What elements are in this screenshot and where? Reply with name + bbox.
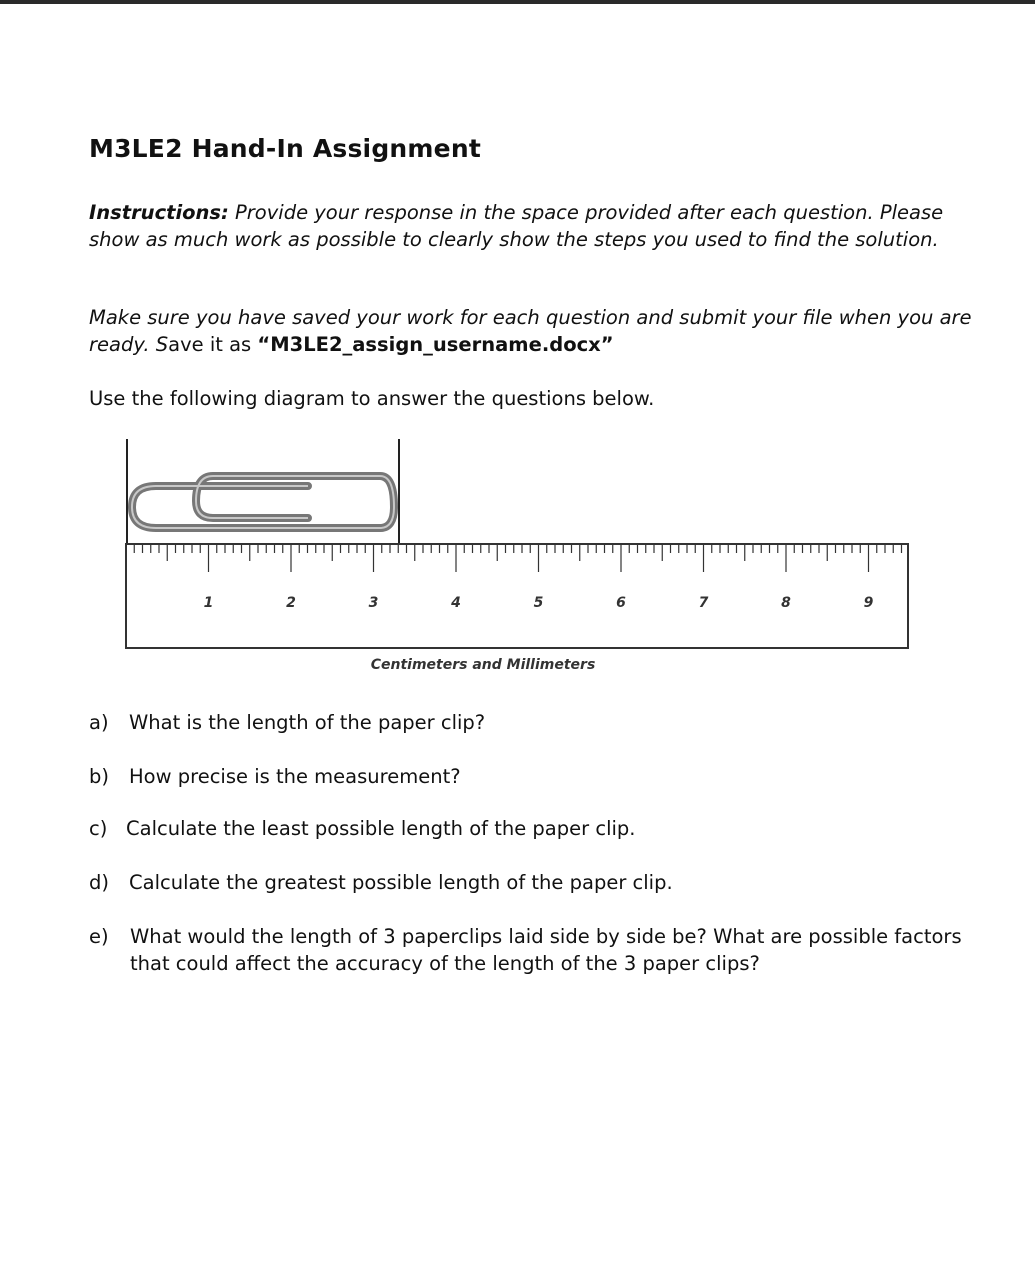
question-a-letter: a) xyxy=(89,711,109,734)
page-title: M3LE2 Hand-In Assignment xyxy=(89,134,481,163)
instructions-paragraph xyxy=(89,199,969,253)
ruler-diagram xyxy=(118,434,918,684)
question-d-letter: d) xyxy=(89,871,109,894)
instructions-text: Provide your response in the space provided after each question. Please show as much work as possible to clearly show the steps you used to find the solution. xyxy=(89,201,944,251)
question-c-text: Calculate the least possible length of the paper clip. xyxy=(126,817,636,840)
question-d-text: Calculate the greatest possible length of the paper clip. xyxy=(129,871,673,894)
question-b xyxy=(89,763,461,790)
question-e-text: What would the length of 3 paperclips laid side by side be? What are possible factors that could affect the accuracy of the length of the 3 paper clips? xyxy=(130,925,962,975)
ruler-number: 4 xyxy=(451,595,461,611)
ruler-number: 3 xyxy=(368,595,379,611)
question-e xyxy=(89,923,969,977)
ruler-number: 9 xyxy=(863,595,874,611)
save-note-plain: ave it as xyxy=(168,333,258,356)
top-border xyxy=(0,0,1035,4)
question-a-text: What is the length of the paper clip? xyxy=(129,711,486,734)
ruler-number: 2 xyxy=(286,595,296,611)
paper-clip-icon xyxy=(132,476,394,528)
question-c xyxy=(89,815,635,842)
ruler-number: 5 xyxy=(533,595,544,611)
question-e-letter: e) xyxy=(89,925,109,948)
ruler-number: 1 xyxy=(203,595,214,611)
instructions-label: Instructions: xyxy=(89,201,229,224)
diagram-intro: Use the following diagram to answer the questions below. xyxy=(89,387,655,410)
question-c-letter: c) xyxy=(89,817,108,840)
ruler-caption: Centimeters and Millimeters xyxy=(370,657,596,673)
ruler-number: 7 xyxy=(698,595,709,611)
ruler-number: 8 xyxy=(781,595,791,611)
question-b-text: How precise is the measurement? xyxy=(129,765,461,788)
save-note-paragraph xyxy=(89,304,989,358)
question-b-letter: b) xyxy=(89,765,109,788)
question-d xyxy=(89,869,673,896)
question-a xyxy=(89,709,485,736)
ruler-number: 6 xyxy=(616,595,626,611)
save-note-italic: Make sure you have saved your work for each question and submit your file when you are ready. S xyxy=(89,306,972,356)
save-filename: “M3LE2_assign_username.docx” xyxy=(257,333,614,356)
